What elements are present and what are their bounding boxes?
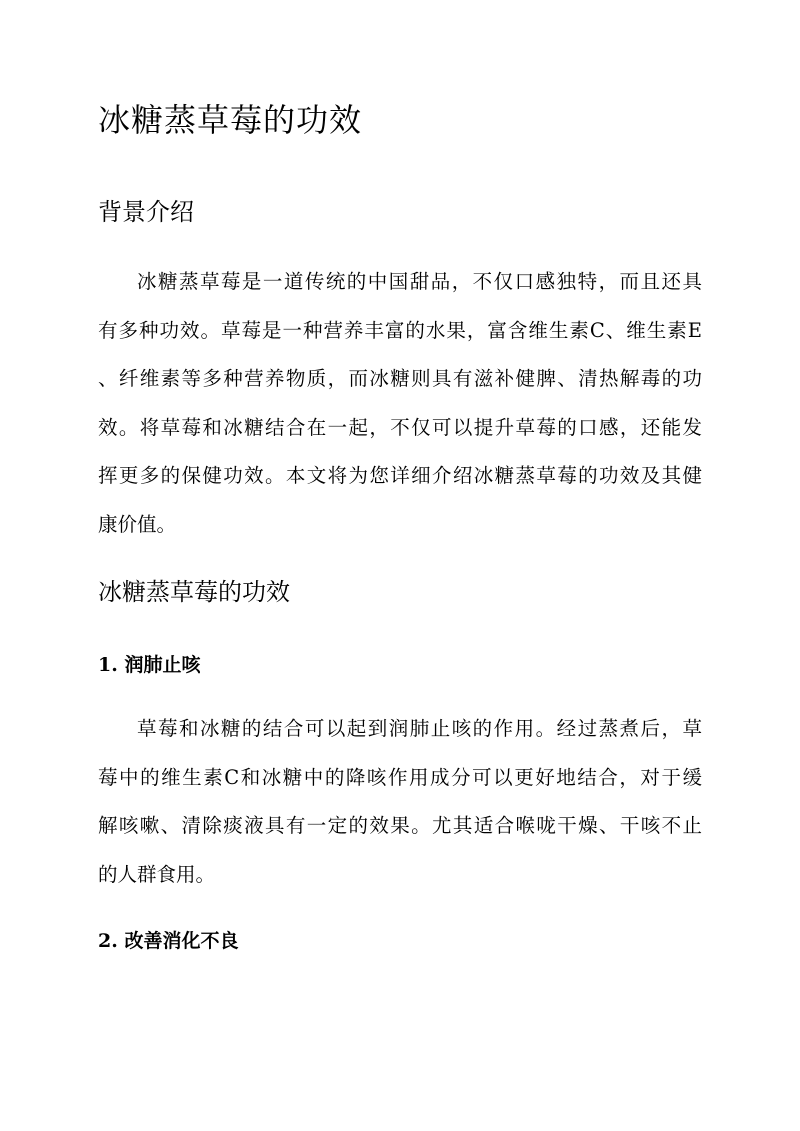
paragraph-line: 的人群食用。: [98, 862, 216, 886]
item1-paragraph: [98, 705, 702, 899]
section-heading-effects: 冰糖蒸草莓的功效: [98, 578, 290, 606]
paragraph-line: 、纤维素等多种营养物质，而冰糖则具有滋补健脾、清热解毒的功: [98, 367, 702, 390]
section-heading-background: 背景介绍: [98, 198, 194, 226]
paragraph-line: 莓中的维生素C和冰糖中的降咳作用成分可以更好地结合，对于缓: [98, 765, 702, 789]
paragraph-line: 草莓和冰糖的结合可以起到润肺止咳的作用。经过蒸煮后，草: [137, 717, 702, 740]
paragraph-line: 效。将草莓和冰糖结合在一起，不仅可以提升草莓的口感，还能发: [98, 415, 702, 439]
paragraph-line: 挥更多的保健功效。本文将为您详细介绍冰糖蒸草莓的功效及其健: [98, 464, 702, 487]
item-heading-2: 2. 改善消化不良: [98, 930, 239, 952]
paragraph-line: 冰糖蒸草莓是一道传统的中国甜品，不仅口感独特，而且还具: [137, 270, 702, 293]
paragraph-line: 有多种功效。草莓是一种营养丰富的水果，富含维生素C、维生素E: [98, 318, 702, 342]
document-title: 冰糖蒸草莓的功效: [98, 101, 363, 139]
paragraph-line: 康价值。: [98, 512, 177, 536]
background-paragraph: [98, 258, 702, 549]
paragraph-line: 解咳嗽、清除痰液具有一定的效果。尤其适合喉咙干燥、干咳不止: [98, 814, 702, 837]
item-heading-1: 1. 润肺止咳: [98, 654, 201, 676]
